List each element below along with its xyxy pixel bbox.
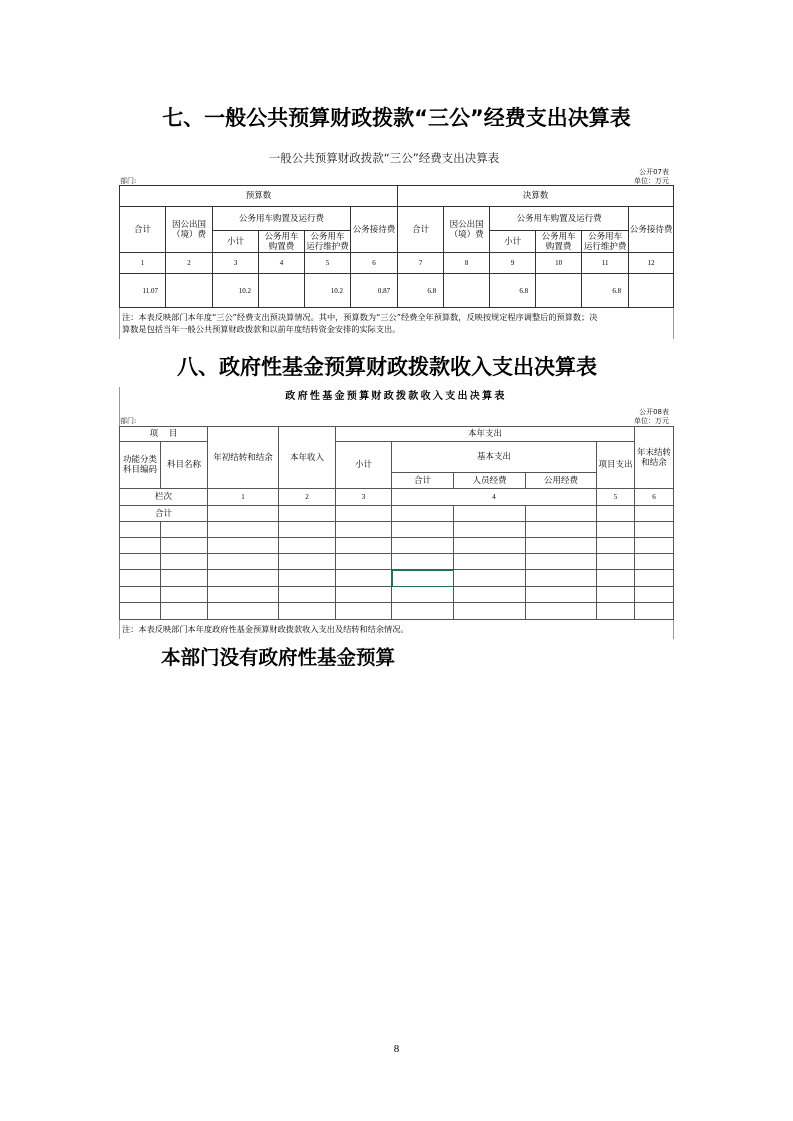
table-cell <box>392 603 454 620</box>
three-public-expense-table <box>119 185 674 339</box>
table-cell <box>161 554 208 570</box>
table-cell <box>279 603 336 620</box>
table7-unit-label: 单位：万元 <box>634 177 669 185</box>
table-row <box>120 570 674 587</box>
column-number: 11 <box>582 253 629 274</box>
budget-vehicle-header: 公务用车购置及运行费 <box>213 207 351 231</box>
table-cell <box>279 554 336 570</box>
table-cell <box>635 554 674 570</box>
table7-note <box>120 308 674 339</box>
table-cell <box>208 522 279 538</box>
table-cell <box>454 554 526 570</box>
vehicle-purchase-line: 公务用车 <box>541 231 576 242</box>
table-cell <box>635 506 674 522</box>
budget-vehicle-operation-header <box>305 231 351 253</box>
no-fund-statement: 本部门没有政府性基金预算 <box>161 646 396 669</box>
ending-balance-line: 年末结转 <box>637 447 672 458</box>
table-cell <box>597 570 635 587</box>
table-cell <box>161 587 208 603</box>
table8-dept-label: 部门: <box>120 417 137 425</box>
selected-cell <box>392 570 454 587</box>
table-row <box>120 603 674 620</box>
table-cell <box>279 522 336 538</box>
column-number: 3 <box>336 489 392 506</box>
column-number: 4 <box>259 253 305 274</box>
project-expense-header: 项目支出 <box>597 442 635 489</box>
line-number-label: 栏次 <box>120 489 208 506</box>
column-number: 8 <box>444 253 490 274</box>
budget-subtotal-header: 小计 <box>213 231 259 253</box>
table-cell <box>208 506 279 522</box>
table-cell <box>208 587 279 603</box>
column-number: 5 <box>305 253 351 274</box>
table-cell <box>336 506 392 522</box>
expense-subtotal-header: 小计 <box>336 442 392 489</box>
table-cell <box>597 538 635 554</box>
table-cell <box>597 554 635 570</box>
table-cell <box>279 538 336 554</box>
final-vehicle-subtotal-value: 6.8 <box>490 274 536 308</box>
table-cell <box>526 603 597 620</box>
header-row <box>120 442 674 473</box>
final-total-value: 6.8 <box>398 274 444 308</box>
vehicle-purchase-line: 公务用车 <box>264 231 299 242</box>
table-row <box>120 538 674 554</box>
table-cell <box>635 570 674 587</box>
column-number: 5 <box>597 489 635 506</box>
page-number: 8 <box>393 1043 400 1055</box>
table8-unit-label: 单位：万元 <box>634 417 669 425</box>
subject-name-header: 科目名称 <box>161 442 208 489</box>
table-cell <box>526 554 597 570</box>
table-cell <box>208 570 279 587</box>
table-cell <box>392 554 454 570</box>
table-row <box>120 522 674 538</box>
column-number: 6 <box>635 489 674 506</box>
final-vehicle-operation-value: 6.8 <box>582 274 629 308</box>
column-number: 12 <box>629 253 674 274</box>
table-cell <box>454 506 526 522</box>
budget-abroad-header <box>166 207 213 253</box>
section8-heading: 八、政府性基金预算财政拨款收入支出决算表 <box>177 355 597 379</box>
final-vehicle-operation-header <box>582 231 629 253</box>
table-cell <box>526 587 597 603</box>
table-cell <box>526 522 597 538</box>
table7-form-code: 公开07表 <box>639 168 669 176</box>
table-cell <box>597 603 635 620</box>
final-vehicle-purchase-value <box>536 274 582 308</box>
table-cell <box>597 522 635 538</box>
header-row <box>120 427 674 442</box>
table8-form-code: 公开08表 <box>639 408 669 416</box>
table-cell <box>597 506 635 522</box>
table-cell <box>597 587 635 603</box>
final-reception-header: 公务接待费 <box>629 207 674 253</box>
header-row <box>120 186 674 207</box>
table-row <box>120 554 674 570</box>
table-cell <box>161 603 208 620</box>
column-number: 1 <box>208 489 279 506</box>
table8-title: 政府性基金预算财政拨款收入支出决算表 <box>285 391 507 402</box>
column-number: 6 <box>351 253 398 274</box>
current-expense-header: 本年支出 <box>336 427 635 442</box>
table-cell <box>336 522 392 538</box>
table-cell <box>635 587 674 603</box>
budget-abroad-value <box>166 274 213 308</box>
table-cell <box>454 570 526 587</box>
table-cell <box>336 570 392 587</box>
table-cell <box>336 603 392 620</box>
section7-heading: 七、一般公共预算财政拨款“三公”经费支出决算表 <box>162 106 631 130</box>
header-row <box>120 207 674 231</box>
budget-vehicle-purchase-value <box>259 274 305 308</box>
table7-title: 一般公共预算财政拨款“三公”经费支出决算表 <box>268 151 500 165</box>
ending-balance-header <box>635 427 674 489</box>
table-cell <box>161 570 208 587</box>
column-number: 3 <box>213 253 259 274</box>
abroad-header-line: （境）费 <box>171 229 206 240</box>
column-number: 10 <box>536 253 582 274</box>
column-number: 2 <box>279 489 336 506</box>
column-number: 1 <box>120 253 166 274</box>
table-cell <box>279 506 336 522</box>
budget-vehicle-purchase-header <box>259 231 305 253</box>
function-code-line: 科目编码 <box>122 465 157 475</box>
table-cell <box>635 538 674 554</box>
column-number: 7 <box>398 253 444 274</box>
vehicle-operation-line: 公务用车 <box>310 231 345 242</box>
budget-header: 预算数 <box>120 186 398 207</box>
public-expense-header: 公用经费 <box>526 473 597 489</box>
table-row <box>120 587 674 603</box>
note-row <box>120 620 674 639</box>
note-line: 算数是包括当年一般公共预算财政拨款和以前年度结转资金安排的实际支出。 <box>122 324 401 335</box>
government-fund-table <box>119 426 674 639</box>
vehicle-purchase-line: 购置费 <box>545 241 572 252</box>
final-header: 决算数 <box>398 186 674 207</box>
total-row-label: 合计 <box>120 506 208 522</box>
table-cell <box>161 522 208 538</box>
item-header: 项 目 <box>120 427 208 442</box>
budget-reception-header: 公务接待费 <box>351 207 398 253</box>
table-cell <box>120 587 161 603</box>
table-cell <box>279 570 336 587</box>
final-reception-value <box>629 274 674 308</box>
function-code-line: 功能分类 <box>122 455 157 465</box>
table-cell <box>526 538 597 554</box>
table-cell <box>392 587 454 603</box>
vehicle-operation-line: 运行维护费 <box>583 241 627 252</box>
abroad-header-line: 因公出国 <box>171 219 206 230</box>
table-cell <box>120 570 161 587</box>
note-line: 注：本表反映部门本年度“三公”经费支出预决算情况。其中，预算数为“三公”经费全年预算数，反映按规定程序调整后的预算数；决 <box>122 312 598 323</box>
ending-balance-line: 和结余 <box>641 457 667 468</box>
table-cell <box>120 554 161 570</box>
table-cell <box>120 603 161 620</box>
table-cell <box>454 522 526 538</box>
vehicle-operation-line: 运行维护费 <box>306 241 349 252</box>
table-cell <box>635 522 674 538</box>
table-cell <box>454 587 526 603</box>
table-cell <box>336 538 392 554</box>
value-row <box>120 274 674 308</box>
table-cell <box>120 522 161 538</box>
final-subtotal-header: 小计 <box>490 231 536 253</box>
table8-note: 注：本表反映部门本年度政府性基金预算财政拨款收入支出及结转和结余情况。 <box>120 620 674 639</box>
final-abroad-value <box>444 274 490 308</box>
table-cell <box>526 506 597 522</box>
final-vehicle-purchase-header <box>536 231 582 253</box>
function-code-header <box>120 442 161 489</box>
beginning-balance-header: 年初结转和结余 <box>208 427 279 489</box>
personnel-expense-header: 人员经费 <box>454 473 526 489</box>
table-cell <box>208 603 279 620</box>
table-cell <box>208 538 279 554</box>
budget-vehicle-subtotal-value: 10.2 <box>213 274 259 308</box>
note-row <box>120 308 674 339</box>
table-cell <box>454 603 526 620</box>
column-number-row <box>120 253 674 274</box>
table-cell <box>392 538 454 554</box>
table-cell <box>208 554 279 570</box>
abroad-header-line: 因公出国 <box>449 219 484 230</box>
table-cell <box>392 506 454 522</box>
column-number-row <box>120 489 674 506</box>
final-abroad-header <box>444 207 490 253</box>
current-income-header: 本年收入 <box>279 427 336 489</box>
column-number: 4 <box>392 489 597 506</box>
final-total-header: 合计 <box>398 207 444 253</box>
table-cell <box>336 587 392 603</box>
vehicle-operation-line: 公务用车 <box>588 231 623 242</box>
table-cell <box>279 587 336 603</box>
final-vehicle-header: 公务用车购置及运行费 <box>490 207 629 231</box>
budget-total-header: 合计 <box>120 207 166 253</box>
table-cell <box>526 570 597 587</box>
table-cell <box>336 554 392 570</box>
table-cell <box>161 538 208 554</box>
budget-total-value: 11.07 <box>120 274 166 308</box>
abroad-header-line: （境）费 <box>449 229 484 240</box>
table-cell <box>635 603 674 620</box>
column-number: 2 <box>166 253 213 274</box>
total-row <box>120 506 674 522</box>
table-cell <box>392 522 454 538</box>
budget-vehicle-operation-value: 10.2 <box>305 274 351 308</box>
basic-expense-header: 基本支出 <box>392 442 597 473</box>
table7-dept-label: 部门: <box>120 177 137 185</box>
table-cell <box>120 538 161 554</box>
vehicle-purchase-line: 购置费 <box>268 241 295 252</box>
budget-reception-value: 0.87 <box>351 274 398 308</box>
basic-total-header: 合计 <box>392 473 454 489</box>
table-cell <box>454 538 526 554</box>
column-number: 9 <box>490 253 536 274</box>
